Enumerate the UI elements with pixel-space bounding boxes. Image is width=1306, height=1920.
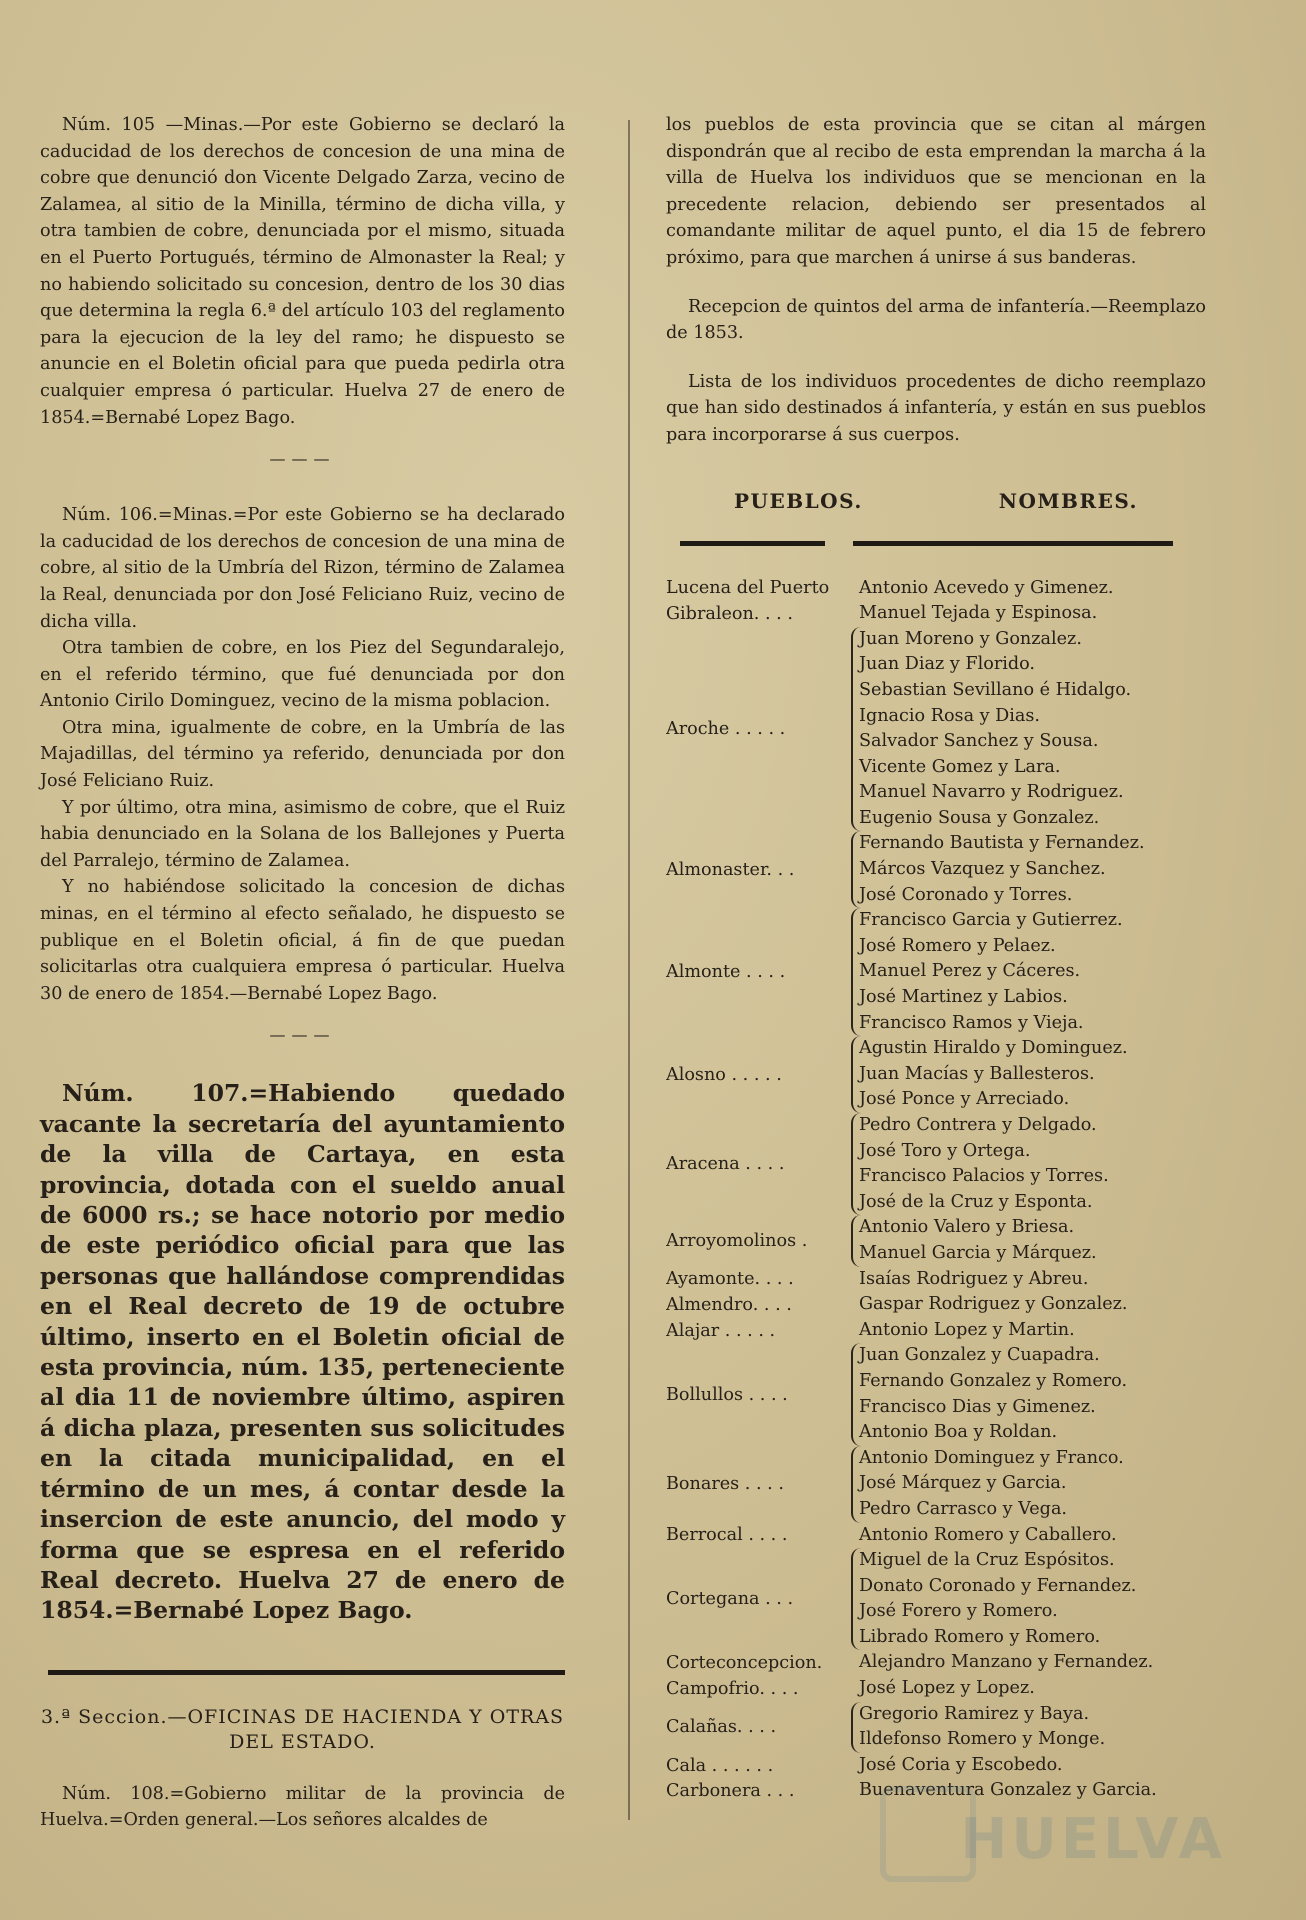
person-name: Sebastian Sevillano é Hidalgo. bbox=[859, 679, 1132, 700]
names-group bbox=[851, 1215, 1206, 1266]
notice-106: Núm. 106.=Minas.=Por este Gobierno se ha declarado la caducidad de los derechos de concesion de una mina de cobre, al sitio de la Umbría del Rizon, término de Zalamea la Real, denunciada por don José Feliciano Ruiz, vecino de dicha villa. bbox=[40, 505, 565, 632]
person-name: Antonio Lopez y Martin. bbox=[859, 1319, 1075, 1340]
names-group bbox=[851, 1753, 1206, 1779]
person-name: José Forero y Romero. bbox=[859, 1601, 1058, 1622]
person-name: Márcos Vazquez y Sanchez. bbox=[859, 859, 1106, 880]
person-name: Manuel Garcia y Márquez. bbox=[859, 1242, 1097, 1263]
pueblo-name: Calañas. . . . bbox=[666, 1717, 777, 1738]
names-group bbox=[851, 1548, 1206, 1650]
list-headers bbox=[666, 489, 1206, 513]
list-row bbox=[666, 1446, 1206, 1523]
person-name: Pedro Carrasco y Vega. bbox=[859, 1498, 1068, 1519]
list-row bbox=[666, 1215, 1206, 1266]
person-name: Fernando Gonzalez y Romero. bbox=[859, 1370, 1128, 1391]
notice-106-paragraph: Y por último, otra mina, asimismo de cobre, que el Ruiz habia denunciado en la Solana de los Ballejones y Puerta del Parralejo, término de Zalamea. bbox=[40, 797, 565, 871]
pueblo-name: Arroyomolinos . bbox=[666, 1230, 808, 1251]
list-row bbox=[666, 1650, 1206, 1676]
names-group bbox=[851, 1036, 1206, 1113]
list-row bbox=[666, 1292, 1206, 1318]
header-rules bbox=[680, 541, 1206, 546]
pueblo-name: Alajar . . . . . bbox=[666, 1320, 776, 1341]
names-group bbox=[851, 1676, 1206, 1702]
list-row bbox=[666, 1523, 1206, 1549]
person-name: Francisco Garcia y Gutierrez. bbox=[859, 910, 1123, 931]
person-name: Antonio Acevedo y Gimenez. bbox=[859, 577, 1114, 598]
pueblo-name: Corteconcepcion. bbox=[666, 1653, 823, 1674]
person-name: Isaías Rodriguez y Abreu. bbox=[859, 1268, 1089, 1289]
pueblo-name: Lucena del Puerto bbox=[666, 578, 830, 599]
pueblo-name: Berrocal . . . . bbox=[666, 1525, 788, 1546]
list-row bbox=[666, 627, 1206, 832]
pueblo-name: Almonaster. . . bbox=[666, 859, 795, 880]
notice-106-paragraph: Otra tambien de cobre, en los Piez del Segundaralejo, en el referido término, que fué denunciada por don Antonio Cirilo Dominguez, vecino de la misma poblacion. bbox=[40, 638, 565, 712]
names-group bbox=[851, 1292, 1206, 1318]
watermark: HUELVA bbox=[960, 1807, 1226, 1872]
list-row bbox=[666, 1036, 1206, 1113]
person-name: Alejandro Manzano y Fernandez. bbox=[859, 1652, 1154, 1673]
names-group bbox=[851, 576, 1206, 602]
header-rule bbox=[853, 541, 1173, 546]
person-name: Juan Macías y Ballesteros. bbox=[859, 1063, 1095, 1084]
list-row bbox=[666, 601, 1206, 627]
person-name: José Coria y Escobedo. bbox=[859, 1754, 1063, 1775]
section-rule bbox=[48, 1670, 565, 1675]
person-name: Gaspar Rodriguez y Gonzalez. bbox=[859, 1294, 1128, 1315]
names-group bbox=[851, 627, 1206, 832]
pueblo-name: Cala . . . . . . bbox=[666, 1755, 774, 1776]
names-group bbox=[851, 1523, 1206, 1549]
pueblo-name: Aroche . . . . . bbox=[666, 719, 786, 740]
pueblo-name: Ayamonte. . . . bbox=[666, 1269, 794, 1290]
person-name: José Ponce y Arreciado. bbox=[859, 1089, 1070, 1110]
separator: ——— bbox=[269, 1025, 336, 1045]
pueblo-name: Almonte . . . . bbox=[666, 962, 786, 983]
names-group bbox=[851, 1318, 1206, 1344]
recruit-list bbox=[666, 576, 1206, 1805]
person-name: Donato Coronado y Fernandez. bbox=[859, 1575, 1137, 1596]
notice-105: Núm. 105 —Minas.—Por este Gobierno se declaró la caducidad de los derechos de concesion de una mina de cobre que denunció don Vicente Delgado Zarza, vecino de Zalamea, al sitio de la Minilla, término de dicha villa, y otra tambien de cobre, denunciada por el mismo, situada en el Puerto Portugués, término de Almonaster la Real; y no habiendo solicitado su concesion, dentro de los 30 dias que determina la regla 6.ª del artículo 103 del reglamento para la ejecucion de la ley del ramo; he dispuesto se anuncie en el Boletin oficial para que pueda pedirla otra cualquier empresa ó particular. Huelva 27 de enero de 1854.=Bernabé Lopez Bago. bbox=[40, 115, 565, 428]
notice-108-continued: los pueblos de esta provincia que se citan al márgen dispondrán que al recibo de esta emprendan la marcha á la villa de Huelva los individuos que se mencionan en la precedente relacion, debiendo ser presentados al comandante militar de aquel punto, el dia 15 de febrero próximo, para que marchen á unirse á sus banderas. bbox=[666, 115, 1206, 268]
person-name: Manuel Tejada y Espinosa. bbox=[859, 603, 1098, 624]
names-group bbox=[851, 1343, 1206, 1445]
person-name: Manuel Navarro y Rodriguez. bbox=[859, 782, 1124, 803]
column-divider bbox=[628, 120, 630, 1820]
person-name: Antonio Dominguez y Franco. bbox=[859, 1447, 1124, 1468]
header-nombres: NOMBRES. bbox=[998, 488, 1139, 513]
list-row bbox=[666, 831, 1206, 908]
person-name: Ildefonso Romero y Monge. bbox=[859, 1729, 1106, 1750]
list-row bbox=[666, 1548, 1206, 1650]
left-column bbox=[40, 112, 565, 1834]
pueblo-name: Gibraleon. . . . bbox=[666, 603, 793, 624]
names-group bbox=[851, 1650, 1206, 1676]
list-row bbox=[666, 1702, 1206, 1753]
list-row bbox=[666, 908, 1206, 1036]
pueblo-name: Bollullos . . . . bbox=[666, 1384, 788, 1405]
person-name: Juan Diaz y Florido. bbox=[859, 654, 1036, 675]
person-name: José Coronado y Torres. bbox=[859, 884, 1073, 905]
names-group bbox=[851, 1267, 1206, 1293]
right-column bbox=[666, 112, 1206, 1804]
notice-107: Núm. 107.=Habiendo quedado vacante la secretaría del ayuntamiento de la villa de Cartaya, en esta provincia, dotada con el sueldo anual de 6000 rs.; se hace notorio por medio de este periódico oficial para que las personas que hallándose comprendidas en el Real decreto de 19 de octubre último, inserto en el Boletin oficial de esta provincia, núm. 135, perteneciente al dia 11 de noviembre último, aspiren á dicha plaza, presenten sus solicitudes en la citada municipalidad, en el término de un mes, á contar desde la insercion de este anuncio, del modo y forma que se espresa en el referido Real decreto. Huelva 27 de enero de 1854.=Bernabé Lopez Bago. bbox=[40, 1079, 565, 1625]
list-row bbox=[666, 1753, 1206, 1779]
list-row bbox=[666, 1318, 1206, 1344]
list-row bbox=[666, 1267, 1206, 1293]
names-group bbox=[851, 1113, 1206, 1215]
person-name: José Márquez y Garcia. bbox=[859, 1473, 1067, 1494]
separator: ——— bbox=[269, 449, 336, 469]
person-name: Juan Moreno y Gonzalez. bbox=[859, 628, 1082, 649]
names-group bbox=[851, 831, 1206, 908]
person-name: Librado Romero y Romero. bbox=[859, 1626, 1101, 1647]
list-intro: Lista de los individuos procedentes de dicho reemplazo que han sido destinados á infantería, y están en sus pueblos para incorporarse á sus cuerpos. bbox=[666, 371, 1206, 445]
names-group bbox=[851, 1446, 1206, 1523]
pueblo-name: Campofrio. . . . bbox=[666, 1678, 799, 1699]
person-name: José Toro y Ortega. bbox=[859, 1140, 1031, 1161]
pueblo-name: Cortegana . . . bbox=[666, 1589, 794, 1610]
person-name: Francisco Palacios y Torres. bbox=[859, 1166, 1109, 1187]
list-row bbox=[666, 1343, 1206, 1445]
person-name: Buenaventura Gonzalez y Garcia. bbox=[859, 1780, 1157, 1801]
notice-106-paragraph: Otra mina, igualmente de cobre, en la Umbría de las Majadillas, del término ya referido, denunciada por don José Feliciano Ruiz. bbox=[40, 717, 565, 792]
person-name: José Lopez y Lopez. bbox=[859, 1678, 1035, 1699]
person-name: Agustin Hiraldo y Dominguez. bbox=[859, 1038, 1128, 1059]
person-name: José Martinez y Labios. bbox=[859, 987, 1068, 1008]
notice-106-paragraph: Y no habiéndose solicitado la concesion de dichas minas, en el término al efecto señalado, he dispuesto se publique en el Boletin oficial, á fin de que puedan solicitarlas otra cualquiera empresa ó particular. Huelva 30 de enero de 1854.—Bernabé Lopez Bago. bbox=[40, 877, 565, 1004]
list-row bbox=[666, 576, 1206, 602]
person-name: Eugenio Sousa y Gonzalez. bbox=[859, 807, 1100, 828]
person-name: Ignacio Rosa y Dias. bbox=[859, 705, 1041, 726]
list-row bbox=[666, 1113, 1206, 1215]
recepcion-heading: Recepcion de quintos del arma de infantería.—Reemplazo de 1853. bbox=[666, 296, 1206, 344]
names-group bbox=[851, 1702, 1206, 1753]
person-name: Salvador Sanchez y Sousa. bbox=[859, 731, 1099, 752]
names-group bbox=[851, 601, 1206, 627]
person-name: Antonio Boa y Roldan. bbox=[859, 1422, 1058, 1443]
notice-108: Núm. 108.=Gobierno militar de la provincia de Huelva.=Orden general.—Los señores alcaldes de bbox=[40, 1783, 565, 1831]
person-name: Vicente Gomez y Lara. bbox=[859, 756, 1061, 777]
section-heading: 3.ª Seccion.—OFICINAS DE HACIENDA Y OTRAS DEL ESTADO. bbox=[40, 1705, 565, 1753]
person-name: Fernando Bautista y Fernandez. bbox=[859, 833, 1145, 854]
person-name: Gregorio Ramirez y Baya. bbox=[859, 1703, 1090, 1724]
person-name: José de la Cruz y Esponta. bbox=[859, 1191, 1093, 1212]
person-name: Antonio Romero y Caballero. bbox=[859, 1524, 1117, 1545]
list-row bbox=[666, 1676, 1206, 1702]
pueblo-name: Carbonera . . . bbox=[666, 1781, 795, 1802]
person-name: Pedro Contrera y Delgado. bbox=[859, 1115, 1097, 1135]
person-name: Antonio Valero y Briesa. bbox=[859, 1217, 1075, 1238]
header-rule bbox=[680, 541, 825, 546]
pueblo-name: Alosno . . . . . bbox=[666, 1064, 782, 1085]
person-name: Miguel de la Cruz Espósitos. bbox=[859, 1550, 1115, 1571]
person-name: Manuel Perez y Cáceres. bbox=[859, 961, 1081, 982]
pueblo-name: Aracena . . . . bbox=[666, 1154, 785, 1175]
header-pueblos: PUEBLOS. bbox=[733, 488, 863, 513]
pueblo-name: Almendro. . . . bbox=[666, 1294, 792, 1315]
person-name: Juan Gonzalez y Cuapadra. bbox=[859, 1345, 1100, 1366]
pueblo-name: Bonares . . . . bbox=[666, 1474, 784, 1495]
person-name: Francisco Ramos y Vieja. bbox=[859, 1012, 1084, 1033]
person-name: Francisco Dias y Gimenez. bbox=[859, 1396, 1096, 1417]
names-group bbox=[851, 908, 1206, 1036]
person-name: José Romero y Pelaez. bbox=[859, 935, 1056, 956]
